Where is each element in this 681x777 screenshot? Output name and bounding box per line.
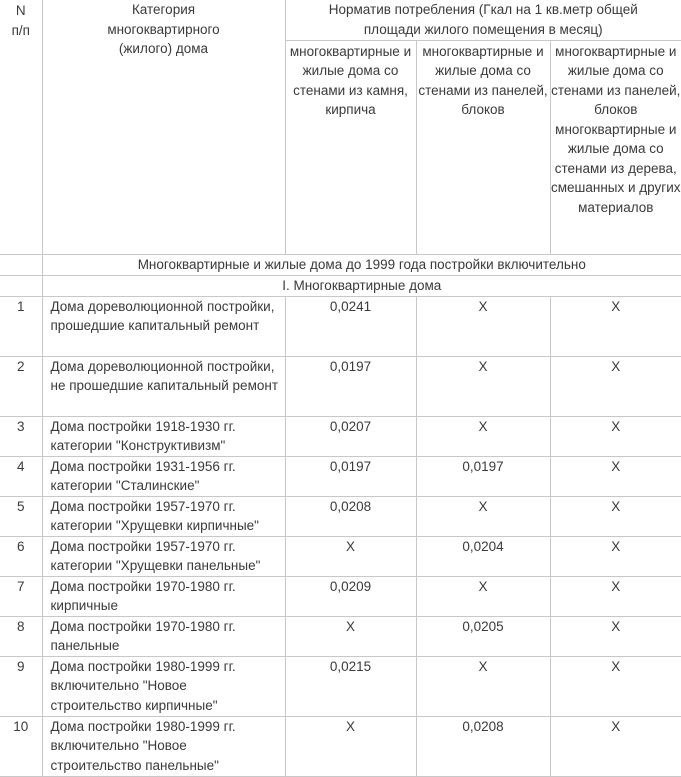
row-value-wood: X — [550, 296, 681, 356]
section-title: Многоквартирные и жилые дома до 1999 года постройки включительно — [42, 254, 681, 275]
row-category: Дома постройки 1957-1970 гг. категории "Хрущевки панельные" — [42, 536, 285, 576]
row-value-stone: X — [285, 616, 416, 656]
row-number: 5 — [0, 496, 42, 536]
row-value-panel: X — [416, 576, 550, 616]
table-row — [0, 656, 681, 716]
table-row — [0, 456, 681, 496]
row-category: Дома постройки 1957-1970 гг. категории "Хрущевки кирпичные" — [42, 496, 285, 536]
row-number: 8 — [0, 616, 42, 656]
row-value-panel: X — [416, 416, 550, 456]
row-number: 7 — [0, 576, 42, 616]
row-value-stone: 0,0208 — [285, 496, 416, 536]
row-number: 1 — [0, 296, 42, 356]
subsection-title: I. Многоквартирные дома — [42, 275, 681, 296]
row-category: Дома постройки 1918-1930 гг. категории "Конструктивизм" — [42, 416, 285, 456]
row-value-panel: X — [416, 656, 550, 716]
row-value-wood: X — [550, 536, 681, 576]
row-category: Дома дореволюционной постройки, прошедшие капитальный ремонт — [42, 296, 285, 356]
row-value-panel: X — [416, 296, 550, 356]
row-number: 4 — [0, 456, 42, 496]
row-category: Дома постройки 1970-1980 гг. панельные — [42, 616, 285, 656]
row-value-wood: X — [550, 416, 681, 456]
row-value-panel: 0,0208 — [416, 716, 550, 776]
header-stone-walls: многоквартирные и жилые дома со стенами из камня, кирпича — [285, 40, 416, 254]
row-value-wood: X — [550, 576, 681, 616]
row-value-wood: X — [550, 356, 681, 416]
table-row — [0, 296, 681, 356]
row-number: 6 — [0, 536, 42, 576]
row-category: Дома постройки 1980-1999 гг. включительно "Новое строительство панельные" — [42, 716, 285, 776]
row-value-panel: 0,0204 — [416, 536, 550, 576]
row-value-wood: X — [550, 616, 681, 656]
row-value-stone: 0,0197 — [285, 356, 416, 416]
table-row — [0, 356, 681, 416]
header-row — [0, 0, 681, 40]
row-category: Дома дореволюционной постройки, не прошедшие капитальный ремонт — [42, 356, 285, 416]
table-row — [0, 616, 681, 656]
row-category: Дома постройки 1970-1980 гг. кирпичные — [42, 576, 285, 616]
row-value-wood: X — [550, 456, 681, 496]
header-category: Категория многоквартирного (жилого) дома — [42, 0, 285, 254]
row-category: Дома постройки 1931-1956 гг. категории "Сталинские" — [42, 456, 285, 496]
table-row — [0, 576, 681, 616]
header-norm: Норматив потребления (Гкал на 1 кв.метр общей площади жилого помещения в месяц) — [285, 0, 681, 40]
table-row — [0, 496, 681, 536]
row-number: 9 — [0, 656, 42, 716]
section-row — [0, 254, 681, 275]
row-number: 3 — [0, 416, 42, 456]
subsection-row — [0, 275, 681, 296]
row-value-stone: 0,0207 — [285, 416, 416, 456]
table-row — [0, 716, 681, 776]
row-value-panel: 0,0205 — [416, 616, 550, 656]
row-value-stone: X — [285, 536, 416, 576]
header-number: N п/п — [0, 0, 42, 254]
row-value-panel: X — [416, 356, 550, 416]
row-value-panel: 0,0197 — [416, 456, 550, 496]
row-value-stone: 0,0197 — [285, 456, 416, 496]
table-row — [0, 536, 681, 576]
row-number: 2 — [0, 356, 42, 416]
row-value-wood: X — [550, 716, 681, 776]
row-value-wood: X — [550, 496, 681, 536]
row-category: Дома постройки 1980-1999 гг. включительно "Новое строительство кирпичные" — [42, 656, 285, 716]
header-wood-walls: многоквартирные и жилые дома со стенами из панелей, блоков многоквартирные и жилые дома со стенами из дерева, смешанных и других материалов — [550, 40, 681, 254]
row-value-stone: X — [285, 716, 416, 776]
row-value-stone: 0,0241 — [285, 296, 416, 356]
row-value-stone: 0,0209 — [285, 576, 416, 616]
row-value-stone: 0,0215 — [285, 656, 416, 716]
row-value-panel: X — [416, 496, 550, 536]
header-panel-walls: многоквартирные и жилые дома со стенами из панелей, блоков — [416, 40, 550, 254]
row-value-wood: X — [550, 656, 681, 716]
table-row — [0, 416, 681, 456]
row-number: 10 — [0, 716, 42, 776]
